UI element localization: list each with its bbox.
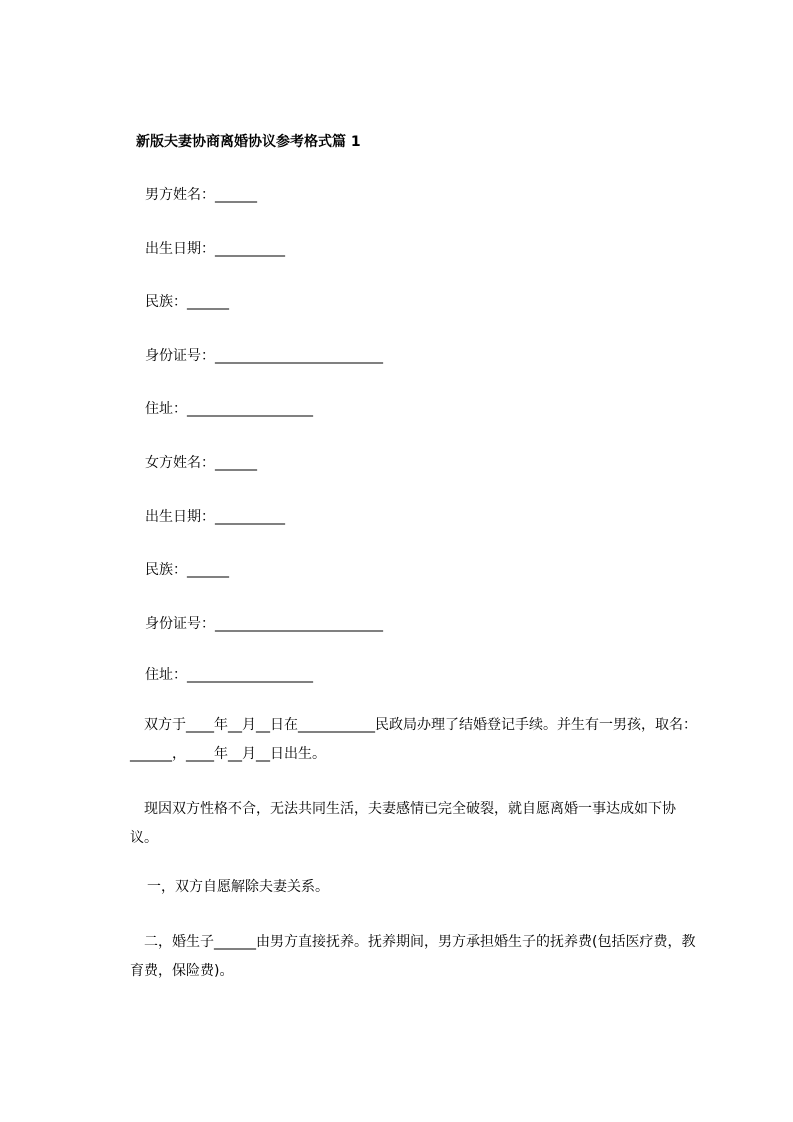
male-address-field: 住址：__________________ <box>145 401 313 417</box>
divorce-reason-paragraph: 现因双方性格不合，无法共同生活，夫妻感情已完全破裂，就自愿离婚一事达成如下协议。 <box>130 801 676 846</box>
female-id-number-field: 身份证号：________________________ <box>145 616 383 632</box>
male-id-number-field: 身份证号：________________________ <box>145 348 383 364</box>
female-ethnicity-field: 民族：______ <box>145 562 229 578</box>
document-title: 新版夫妻协商离婚协议参考格式篇 1 <box>136 134 361 150</box>
female-name-field: 女方姓名：______ <box>145 455 257 471</box>
female-birthdate-field: 出生日期：__________ <box>145 509 285 525</box>
male-ethnicity-field: 民族：______ <box>145 294 229 310</box>
male-birthdate-field: 出生日期：__________ <box>145 241 285 257</box>
marriage-registration-paragraph: 双方于____年__月__日在___________民政局办理了结婚登记手续。并生有一男孩，取名：______，____年__月__日出生。 <box>130 717 697 762</box>
female-address-field: 住址：__________________ <box>145 667 313 683</box>
clause-one: 一，双方自愿解除夫妻关系。 <box>147 879 329 895</box>
male-name-field: 男方姓名：______ <box>145 187 257 203</box>
clause-two: 二，婚生子______由男方直接抚养。抚养期间，男方承担婚生子的抚养费(包括医疗费，教育费，保险费)。 <box>130 934 696 979</box>
